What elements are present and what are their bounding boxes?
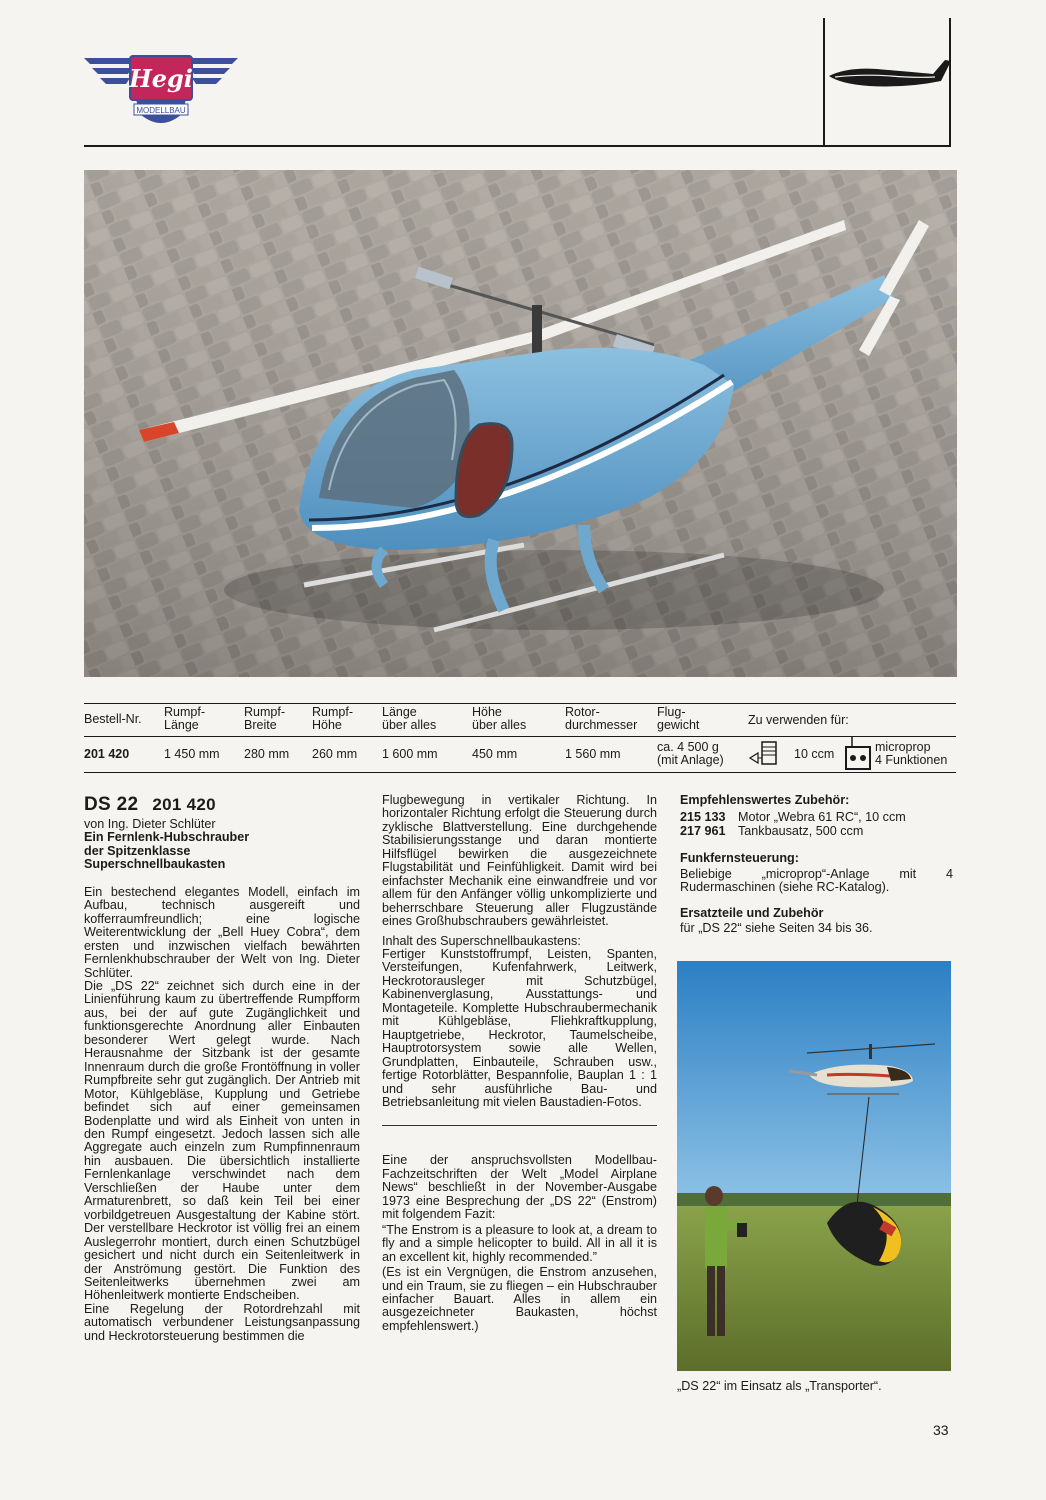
accessory-text: Tankbausatz, 500 ccm [738, 824, 864, 839]
radio-heading: Funkfernsteuerung: [680, 851, 799, 866]
subtitle-1: Ein Fernlenk-Hubschrauber [84, 830, 250, 845]
hdr-rumpf-laenge-2: Länge [164, 718, 199, 732]
val-radio-2: 4 Funktionen [875, 753, 948, 767]
hdr-rumpf-breite-1: Rumpf- [244, 705, 285, 719]
spec-bottom-rule [84, 772, 956, 773]
hdr-fluggewicht-2: gewicht [657, 718, 700, 732]
val-rotor: 1 560 mm [565, 747, 621, 761]
val-fluggewicht-1: ca. 4 500 g [657, 740, 719, 754]
paragraph-regulation: Eine Regelung der Rotordrehzahl mit automatisch verbundener Leistungsanpassung und Heckrotorsteuerung bestimmen die [84, 1301, 360, 1343]
category-plane-box [823, 18, 951, 147]
article-title [84, 794, 360, 816]
hdr-laenge-2: über alles [382, 718, 437, 732]
val-laenge: 1 600 mm [382, 747, 438, 761]
spares-text: für „DS 22“ siehe Seiten 34 bis 36. [680, 921, 873, 936]
hdr-rumpf-hoehe-1: Rumpf- [312, 705, 353, 719]
paragraph-flight: Flugbewegung in vertikaler Richtung. In horizontaler Richtung erfolgt die Steuerung durch zyklische Blattverstellung. Eine durchgehende Stabilisierungsstange und daran montierte Hilfsflügel bewirken die ausgezeichnete Flugstabilität und Feinfühligkeit. Damit wird bei einfachster Mechanik eine einwandfreie und vor allem für den Anfänger völlig unkomplizierte und beherrschbare Steuerung aller Flugzustände eines Großhubschraubers gewährleistet. [382, 793, 657, 929]
review-translation: (Es ist ein Vergnügen, die Enstrom anzusehen, und ein Traum, sie zu fliegen – ein Hubschrauber einfacher Bauart. Alles in allem ein ausgezeichneter Baukasten, höchst empfehlenswert.) [382, 1265, 657, 1333]
article-column-2 [382, 794, 657, 1333]
helicopter-photo [84, 170, 957, 677]
article-column-1 [84, 794, 360, 1343]
radio-transmitter-icon [844, 737, 872, 771]
logo-brand-text: Hegi [129, 64, 193, 93]
hdr-fluggewicht-1: Flug- [657, 705, 686, 719]
column-divider [382, 1125, 657, 1126]
subtitle-2: der Spitzenklasse [84, 843, 191, 858]
hdr-rumpf-laenge-1: Rumpf- [164, 705, 205, 719]
hdr-zu-verwenden: Zu verwenden für: [748, 713, 849, 727]
hdr-laenge-1: Länge [382, 705, 417, 719]
kit-contents: Fertiger Kunststoffrumpf, Leisten, Spanten, Versteifungen, Kufenfahrwerk, Leitwerk, Heckrotorausleger mit Schutzbügel, Kabinenverglasung, Ausstattungs- und Montageteile. Komplette Hubschraubermechanik mit Kühlgebläse, Fliehkraftkupplung, Hauptgetriebe, Heckrotor, Taumelscheibe, Hauptrotorsystem sowie alle Wellen, Grundplatten, Einbauteile, Schrauben usw., fertige Rotorblätter, Bespannfolie, Bauplan 1 : 1 und sehr ausführliche Bau- und Betriebsanleitung mit vielen Baustadien-Fotos. [382, 946, 657, 1109]
accessories-heading: Empfehlenswertes Zubehör: [680, 793, 850, 807]
val-radio-1: microprop [875, 740, 931, 754]
page-number: 33 [933, 1422, 949, 1438]
spec-table [84, 703, 956, 767]
accessory-item [680, 824, 953, 838]
val-rumpf-breite: 280 mm [244, 747, 290, 761]
accessory-text: Motor „Webra 61 RC“, 10 ccm [738, 810, 906, 825]
paragraph-design: Die „DS 22“ zeichnet sich durch eine in der Linienführung kaum zu übertreffende Rumpfform aus, bei der auf gute Zugänglichkeit und funktionsgerechte Anordnung aller Einbauten besonderer Wert gelegt wurde. Nach Herausnahme der Sitzbank ist der gesamte Innenraum durch die große Frontöffnung in voller Rumpfbreite sehr gut zugänglich. Der Antrieb mit Motor, Kühlgebläse, Kupplung und Getriebe befindet sich auf einer gemeinsamen Bodenplatte und wird als Einheit von unten in den Rumpf eingesetzt. Jedoch lassen sich alle Aggregate auch einzeln zum Rumpfinnenraum hin ausbauen. Die übersichtlich installierte Fernlenkanlage verschwindet nach dem Verschließen der Haube unter dem Armaturenbrett, so daß kein Teil bei einer vorbildgetreuen Ausgestaltung der Kabine stört. Der verstellbare Heckrotor ist völlig frei an einem Auslegerrohr montiert, durch einen Schutzbügel gesichert und nicht durch ein Seitenleitwerk in der Anströmung gestört. Die Funktion des Seitenleitwerks übernehmen zwei am Höhenleitwerk montierte Endscheiben. [84, 978, 360, 1303]
author: von Ing. Dieter Schlüter [84, 817, 216, 831]
logo-sub-text: MODELLBAU [136, 106, 186, 115]
hdr-hoehe-1: Höhe [472, 705, 502, 719]
spec-mid-rule [84, 736, 956, 737]
val-rumpf-laenge: 1 450 mm [164, 747, 220, 761]
engine-icon [748, 740, 788, 768]
paragraph-intro: Ein bestechend elegantes Modell, einfach im Aufbau, technisch ausgereift und kofferraumfreundlich; eine logische Weiterentwicklung der „Bell Huey Cobra“, dem ersten und inzwischen vielfach bewährten Fernlenkhubschrauber der Welt von Ing. Dieter Schlüter. [84, 884, 360, 980]
val-fluggewicht-2: (mit Anlage) [657, 753, 724, 767]
photo-caption: „DS 22“ im Einsatz als „Transporter“. [677, 1379, 882, 1393]
spec-top-rule [84, 703, 956, 704]
hdr-rotor-2: durchmesser [565, 718, 638, 732]
plane-silhouette-icon [825, 18, 953, 145]
review-quote: “The Enstrom is a pleasure to look at, a dream to fly and a simple helicopter to build. All in all it is an excellent kit, highly recommended.” [382, 1222, 657, 1264]
val-bestell: 201 420 [84, 747, 130, 761]
accessory-number: 217 961 [680, 824, 726, 839]
val-engine: 10 ccm [794, 747, 835, 761]
kit-contents-heading: Inhalt des Superschnellbaukastens: [382, 933, 581, 948]
title-number: 201 420 [152, 795, 216, 814]
accessory-item [680, 810, 953, 824]
hegi-logo [84, 52, 238, 132]
title-model: DS 22 [84, 794, 139, 815]
hdr-bestell: Bestell-Nr. [84, 712, 142, 726]
paragraph-review: Eine der anspruchsvollsten Modellbau-Fachzeitschriften der Welt „Model Airplane News“ beschließt in der November-Ausgabe 1973 eine Besprechung der „DS 22“ (Enstrom) mit folgendem Fazit: [382, 1153, 657, 1222]
sidebar-column [680, 794, 953, 936]
accessory-number: 215 133 [680, 810, 726, 825]
field-photo [677, 961, 951, 1371]
hdr-rotor-1: Rotor- [565, 705, 600, 719]
val-rumpf-hoehe: 260 mm [312, 747, 358, 761]
radio-text: Beliebige „microprop“-Anlage mit 4 Rudermaschinen (siehe RC-Katalog). [680, 866, 953, 895]
hdr-rumpf-hoehe-2: Höhe [312, 718, 342, 732]
hdr-rumpf-breite-2: Breite [244, 718, 277, 732]
spares-heading: Ersatzteile und Zubehör [680, 905, 824, 920]
subtitle-3: Superschnellbaukasten [84, 857, 226, 872]
val-hoehe: 450 mm [472, 747, 518, 761]
hdr-hoehe-2: über alles [472, 718, 527, 732]
header-rule [84, 145, 950, 147]
